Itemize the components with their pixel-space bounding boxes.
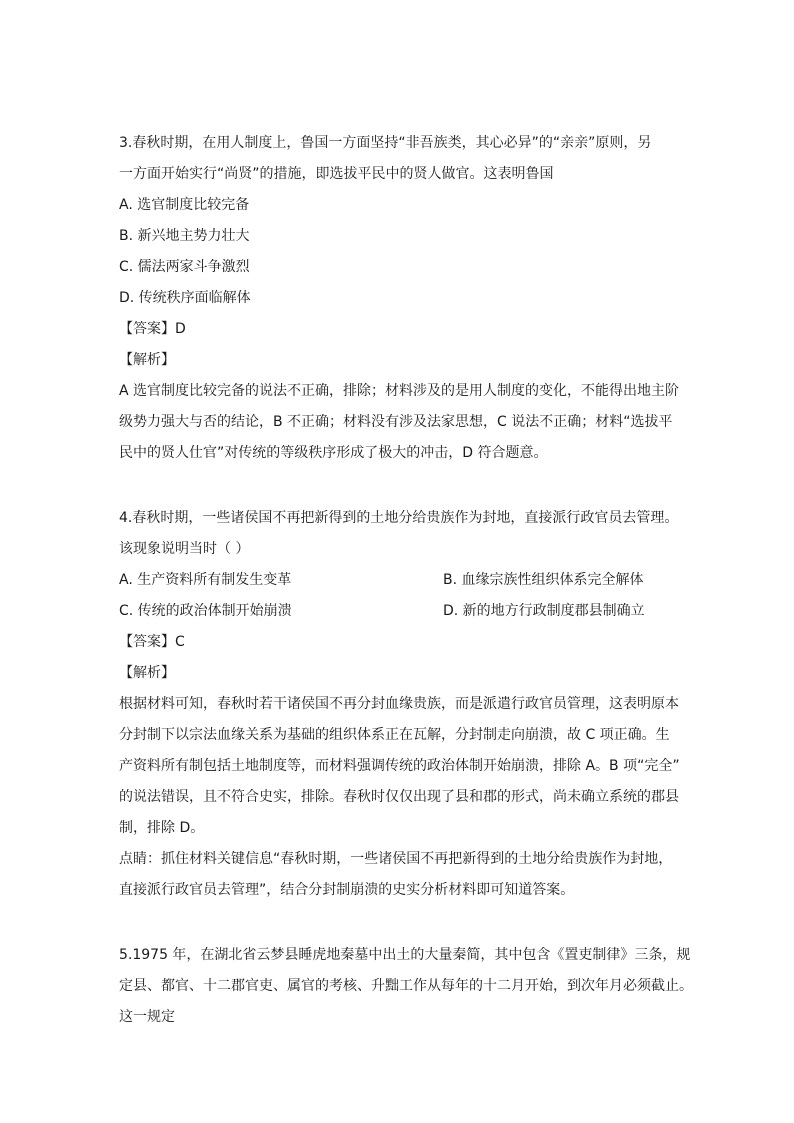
q4-options-row-1: [119, 565, 675, 596]
q3-analysis-label: 【解析】: [119, 352, 175, 368]
q3-analysis-line-3: 民中的贤人仕官”对传统的等级秩序形成了极大的冲击，D 符合题意。: [119, 445, 548, 461]
q4-tip-line-2: 直接派行政官员去管理”，结合分封制崩溃的史实分析材料即可知道答案。: [119, 882, 575, 898]
q4-analysis-label: 【解析】: [119, 665, 175, 681]
q3-option-a: A. 选官制度比较完备: [119, 197, 250, 213]
q3-option-b: B. 新兴地主势力壮大: [119, 228, 250, 244]
q4-stem-line-1: 4.春秋时期，一些诸侯国不再把新得到的土地分给贵族作为封地，直接派行政官员去管理。: [119, 510, 679, 526]
q4-tip-line-1: 点睛：抓住材料关键信息“春秋时期，一些诸侯国不再把新得到的土地分给贵族作为封地，: [119, 851, 673, 867]
q4-answer: 【答案】C: [119, 634, 185, 650]
q3-stem-line-1: 3.春秋时期，在用人制度上，鲁国一方面坚持“非吾族类，其心必异”的“亲亲”原则，另: [119, 135, 652, 151]
q5-stem-line-2: 定县、都官、十二郡官吏、属官的考核、升黜工作从每年的十二月开始，到次年月必须截止。: [119, 978, 693, 994]
q3-analysis-line-1: A 选官制度比较完备的说法不正确，排除；材料涉及的是用人制度的变化，不能得出地主阶: [119, 383, 680, 399]
q3-stem-line-2: 一方面开始实行“尚贤”的措施，即选拔平民中的贤人做官。这表明鲁国: [119, 166, 554, 182]
q4-option-c: C. 传统的政治体制开始崩溃: [119, 603, 292, 619]
q4-option-d: D. 新的地方行政制度郡县制确立: [443, 603, 645, 619]
q4-analysis-line-3: 产资料所有制包括土地制度等，而材料强调传统的政治体制开始崩溃，排除 A。B 项“完全”: [119, 758, 680, 774]
q3-answer: 【答案】D: [119, 321, 186, 337]
q3-option-d: D. 传统秩序面临解体: [119, 290, 251, 306]
q4-option-b: B. 血缘宗族性组织体系完全解体: [443, 572, 644, 588]
q4-options-row-2: [119, 596, 675, 627]
q4-analysis-line-2: 分封制下以宗法血缘关系为基础的组织体系正在瓦解，分封制走向崩溃，故 C 项正确。生: [119, 727, 670, 743]
q3-analysis-line-2: 级势力强大与否的结论，B 不正确；材料没有涉及法家思想，C 说法不正确；材料“选拔平: [119, 414, 673, 430]
question-5: [119, 940, 693, 1033]
q4-analysis-line-4: 的说法错误，且不符合史实，排除。春秋时仅仅出现了县和郡的形式，尚未确立系统的郡县: [119, 789, 679, 805]
q5-stem-line-1: 5.1975 年，在湖北省云梦县睡虎地秦墓中出土的大量秦简，其中包含《置吏制律》三条，规: [119, 947, 691, 963]
q4-stem-line-2: 该现象说明当时（ ）: [119, 541, 250, 557]
q4-option-a: A. 生产资料所有制发生变革: [119, 572, 292, 588]
q4-analysis-line-1: 根据材料可知，春秋时若干诸侯国不再分封血缘贵族，而是派遣行政官员管理，这表明原本: [119, 696, 679, 712]
question-3: [119, 128, 680, 469]
question-4: [119, 503, 680, 906]
q5-stem-line-3: 这一规定: [119, 1009, 175, 1025]
q4-analysis-line-5: 制，排除 D。: [119, 820, 205, 836]
q3-option-c: C. 儒法两家斗争激烈: [119, 259, 250, 275]
